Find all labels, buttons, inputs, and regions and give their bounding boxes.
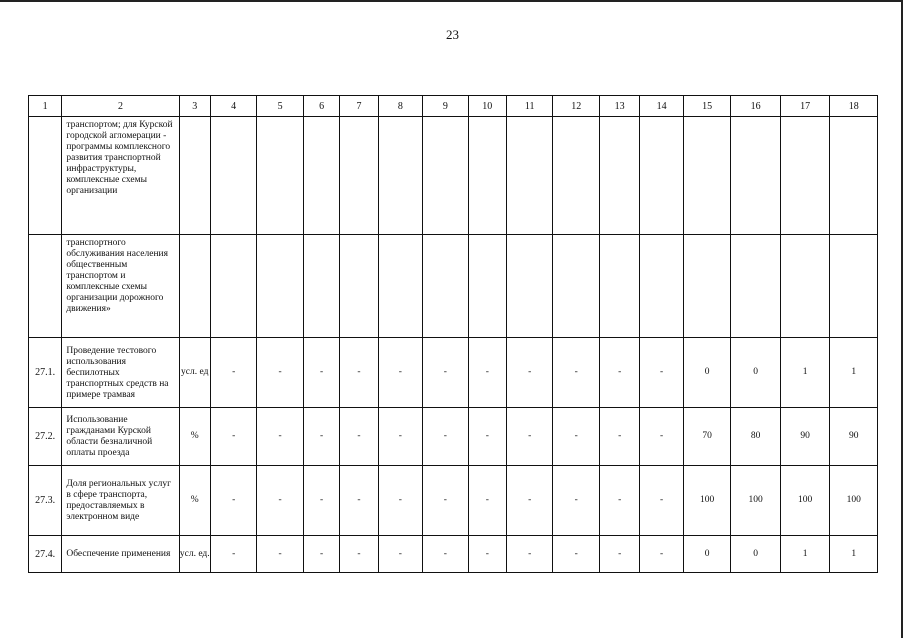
row-value-cell [830,117,878,235]
row-value-cell [340,117,378,235]
row-number-cell: 27.4. [29,536,62,573]
row-value-cell: - [303,536,339,573]
header-cell: 1 [29,96,62,117]
row-value-cell: - [553,338,599,408]
row-value-cell: - [303,338,339,408]
header-cell: 16 [731,96,781,117]
row-value-cell [507,235,553,338]
row-value-cell: 100 [780,466,830,536]
row-value-cell: - [378,408,422,466]
row-value-cell [423,117,468,235]
row-value-cell [731,235,781,338]
row-value-cell [553,117,599,235]
row-value-cell: - [378,466,422,536]
row-unit-cell [179,117,210,235]
row-description-cell: Использование гражданами Курской области безналичной оплаты проезда [62,408,179,466]
header-cell: 3 [179,96,210,117]
table-row [29,466,878,536]
row-number-cell: 27.1. [29,338,62,408]
row-value-cell: - [303,408,339,466]
row-value-cell [340,235,378,338]
row-value-cell: - [423,408,468,466]
row-value-cell: - [423,466,468,536]
row-value-cell [257,117,303,235]
row-value-cell: - [599,408,639,466]
row-value-cell [553,235,599,338]
row-value-cell: 90 [830,408,878,466]
row-value-cell: - [340,408,378,466]
header-cell: 2 [62,96,179,117]
row-description-cell: Проведение тестового использования беспилотных транспортных средств на примере трамвая [62,338,179,408]
row-unit-cell: % [179,408,210,466]
header-cell: 15 [683,96,731,117]
row-value-cell [303,235,339,338]
row-value-cell [780,117,830,235]
indicator-table [28,95,878,573]
row-value-cell: - [640,536,683,573]
row-value-cell [599,235,639,338]
row-number-cell [29,117,62,235]
row-unit-cell [179,235,210,338]
row-value-cell: - [378,338,422,408]
header-row [29,96,878,117]
row-value-cell: - [257,466,303,536]
table-row [29,235,878,338]
row-value-cell: - [340,338,378,408]
row-value-cell: - [210,408,256,466]
row-value-cell: 100 [683,466,731,536]
row-value-cell: 100 [731,466,781,536]
row-value-cell: - [210,338,256,408]
row-value-cell: - [599,536,639,573]
row-value-cell [257,235,303,338]
row-value-cell: - [257,408,303,466]
header-cell: 17 [780,96,830,117]
row-value-cell: 1 [780,536,830,573]
header-cell: 18 [830,96,878,117]
row-value-cell: - [553,408,599,466]
row-description-cell: транспортом; для Курской городской агломерации - программы комплексного развития транспортной инфраструктуры, комплексные схемы организации [62,117,179,235]
header-cell: 14 [640,96,683,117]
row-unit-cell: усл. ед [179,338,210,408]
row-value-cell: - [599,466,639,536]
row-value-cell: - [210,466,256,536]
row-value-cell [683,117,731,235]
row-value-cell: 0 [683,338,731,408]
row-value-cell [731,117,781,235]
table-row [29,117,878,235]
row-value-cell: - [507,536,553,573]
header-cell: 9 [423,96,468,117]
row-number-cell: 27.2. [29,408,62,466]
row-value-cell: - [257,536,303,573]
row-value-cell: - [303,466,339,536]
row-value-cell [423,235,468,338]
row-value-cell: 1 [830,536,878,573]
row-value-cell [468,235,506,338]
row-number-cell: 27.3. [29,466,62,536]
header-cell: 10 [468,96,506,117]
row-value-cell: 90 [780,408,830,466]
header-cell: 8 [378,96,422,117]
row-value-cell: - [553,536,599,573]
row-unit-cell: усл. ед. [179,536,210,573]
header-cell: 11 [507,96,553,117]
row-value-cell [830,235,878,338]
row-value-cell: - [468,536,506,573]
row-value-cell: - [599,338,639,408]
row-value-cell [683,235,731,338]
row-value-cell: - [423,536,468,573]
row-number-cell [29,235,62,338]
row-value-cell [210,235,256,338]
table-row [29,338,878,408]
row-value-cell: - [378,536,422,573]
row-value-cell [468,117,506,235]
row-value-cell: - [423,338,468,408]
row-description-cell: Обеспечение применения [62,536,179,573]
row-value-cell: - [507,408,553,466]
row-value-cell: - [507,466,553,536]
row-value-cell: - [640,466,683,536]
header-cell: 4 [210,96,256,117]
header-cell: 13 [599,96,639,117]
row-unit-cell: % [179,466,210,536]
row-value-cell [303,117,339,235]
row-value-cell: - [468,338,506,408]
row-description-cell: транспортного обслуживания населения общественным транспортом и комплексные схемы организации дорожного движения» [62,235,179,338]
row-value-cell: - [468,466,506,536]
row-value-cell: - [257,338,303,408]
header-cell: 12 [553,96,599,117]
row-value-cell [378,117,422,235]
row-description-cell: Доля региональных услуг в сфере транспорта, предоставляемых в электронном виде [62,466,179,536]
row-value-cell [780,235,830,338]
row-value-cell: 100 [830,466,878,536]
row-value-cell: - [640,408,683,466]
row-value-cell: - [340,536,378,573]
row-value-cell: 1 [780,338,830,408]
header-cell: 6 [303,96,339,117]
header-cell: 7 [340,96,378,117]
row-value-cell [507,117,553,235]
page-number: 23 [446,27,459,42]
table-row [29,536,878,573]
row-value-cell: 1 [830,338,878,408]
row-value-cell: - [553,466,599,536]
row-value-cell [640,235,683,338]
row-value-cell [599,117,639,235]
row-value-cell: 0 [731,536,781,573]
row-value-cell [210,117,256,235]
row-value-cell: 0 [731,338,781,408]
row-value-cell: - [340,466,378,536]
row-value-cell: 70 [683,408,731,466]
row-value-cell [640,117,683,235]
row-value-cell: - [468,408,506,466]
row-value-cell [378,235,422,338]
table-row [29,408,878,466]
row-value-cell: - [640,338,683,408]
row-value-cell: - [210,536,256,573]
row-value-cell: - [507,338,553,408]
row-value-cell: 0 [683,536,731,573]
row-value-cell: 80 [731,408,781,466]
header-cell: 5 [257,96,303,117]
